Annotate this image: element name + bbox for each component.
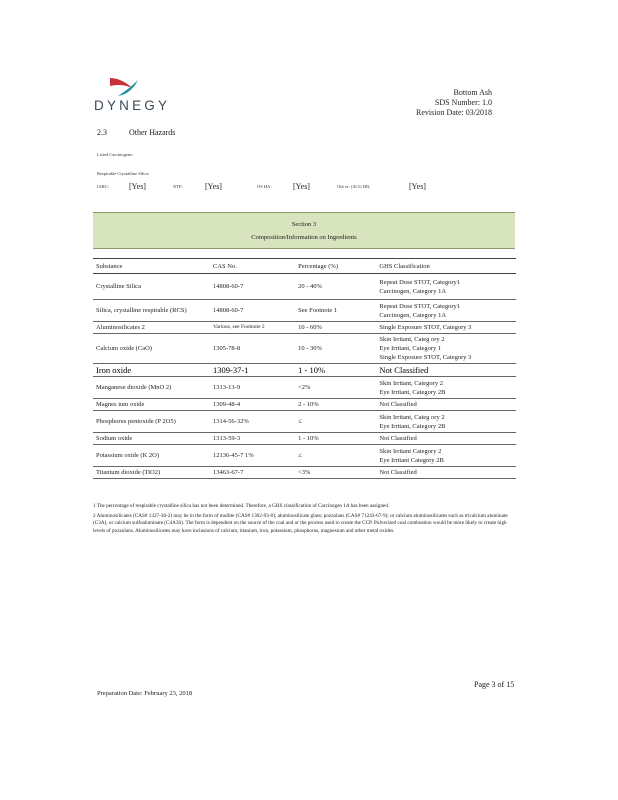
dynegy-logo-icon bbox=[108, 76, 140, 98]
ghs-line: Skin Irritant, Category 2 bbox=[379, 379, 443, 387]
cas-cell: 12136-45-7 1% bbox=[210, 445, 295, 467]
ghs-line: Not Classified bbox=[379, 435, 417, 442]
ghs-line: Carcinogen, Category 1A bbox=[379, 311, 447, 319]
table-row bbox=[93, 322, 516, 334]
column-header: CAS No. bbox=[210, 259, 295, 274]
percentage-cell: 1 - 10% bbox=[295, 364, 376, 377]
ghs-line: Skin Irritant, Categ ory 2 bbox=[379, 413, 445, 421]
agency-value: [Yes] bbox=[129, 182, 146, 191]
logo-wordmark: DYNEGY bbox=[94, 98, 171, 113]
ghs-line: Carcinogen, Category 1A bbox=[379, 287, 447, 295]
ghs-line: Eye Irritant, Category 1 bbox=[379, 345, 442, 352]
respirable-silica-label: Respirable Crystalline Silica bbox=[97, 171, 149, 176]
sds-number: SDS Number: 1.0 bbox=[434, 98, 492, 107]
cas-cell: 1313-13-9 bbox=[210, 377, 295, 399]
carcinogen-agencies-row bbox=[97, 184, 517, 196]
section-3-banner bbox=[93, 212, 515, 249]
section-2-3-heading bbox=[97, 128, 175, 137]
table-row bbox=[93, 399, 516, 411]
percentage-cell: ≤ bbox=[295, 411, 376, 433]
percentage-cell: <3% bbox=[295, 467, 376, 479]
table-row bbox=[93, 377, 516, 399]
agency-value: [Yes] bbox=[293, 182, 310, 191]
table-row bbox=[93, 411, 516, 433]
ghs-cell bbox=[376, 364, 516, 377]
section-title: Other Hazards bbox=[129, 128, 176, 137]
table-header-row bbox=[93, 259, 516, 274]
ghs-cell bbox=[376, 377, 516, 399]
ghs-line: Skin Irritant Category 2 bbox=[379, 447, 442, 455]
agency-value: [Yes] bbox=[205, 182, 222, 191]
column-header: Substance bbox=[93, 259, 210, 274]
table-row bbox=[93, 300, 516, 322]
cas-cell: 14808-60-7 bbox=[210, 300, 295, 322]
agency-label: NTP: bbox=[173, 184, 183, 189]
ghs-line: Repeat Dose STOT, Category1 bbox=[379, 302, 461, 310]
substance-cell: Crystalline Silica bbox=[93, 274, 210, 300]
composition-table bbox=[93, 258, 516, 479]
substance-cell: Potassium oxide (K 2O) bbox=[93, 445, 210, 467]
ghs-line: Single Exposure STOT, Category 3 bbox=[379, 354, 472, 361]
table-row bbox=[93, 274, 516, 300]
section-number: 2.3 bbox=[97, 128, 107, 137]
agency-label: IARC: bbox=[97, 184, 110, 189]
revision-date: Revision Date: 03/2018 bbox=[416, 108, 492, 117]
percentage-cell: See Footnote 1 bbox=[295, 300, 376, 322]
listed-carcinogens-label: Listed Carcinogens: bbox=[97, 152, 134, 157]
substance-cell: Aluminosilicates 2 bbox=[93, 322, 210, 334]
ghs-line: Not Classified bbox=[379, 401, 417, 408]
ghs-cell bbox=[376, 411, 516, 433]
ghs-cell bbox=[376, 300, 516, 322]
ghs-line: Single Exposure STOT, Category 3 bbox=[379, 324, 472, 331]
preparation-date: Preparation Date: February 23, 2018 bbox=[97, 690, 193, 697]
percentage-cell: 10 - 60% bbox=[295, 322, 376, 334]
product-name: Bottom Ash bbox=[453, 88, 492, 97]
table-row bbox=[93, 334, 516, 364]
cas-cell: 14808-60-7 bbox=[210, 274, 295, 300]
substance-cell: Titanium dioxide (TiO2) bbox=[93, 467, 210, 479]
substance-cell: Magnes ium oxide bbox=[93, 399, 210, 411]
cas-cell: Various, see Footnote 2 bbox=[210, 322, 295, 334]
percentage-cell: <2% bbox=[295, 377, 376, 399]
percentage-cell: 10 - 30% bbox=[295, 334, 376, 364]
ghs-cell bbox=[376, 274, 516, 300]
ghs-cell bbox=[376, 334, 516, 364]
section-3-heading: Section 3 bbox=[291, 221, 317, 228]
table-row bbox=[93, 364, 516, 377]
substance-cell: Silica, crystalline respirable (RCS) bbox=[93, 300, 210, 322]
ghs-cell bbox=[376, 322, 516, 334]
ghs-line: Skin Irritant, Categ ory 2 bbox=[379, 336, 445, 343]
ghs-line: Eye Irritant, Category 2B bbox=[379, 388, 446, 396]
percentage-cell: 20 - 40% bbox=[295, 274, 376, 300]
agency-label: OS HA: bbox=[257, 184, 272, 189]
table-row bbox=[93, 433, 516, 445]
substance-cell: Iron oxide bbox=[93, 364, 210, 377]
substance-cell: Manganese dioxide (MnO 2) bbox=[93, 377, 210, 399]
percentage-cell: 2 - 10% bbox=[295, 399, 376, 411]
substance-cell: Phosphorus pentoxide (P 2O5) bbox=[93, 411, 210, 433]
percentage-cell: 1 - 10% bbox=[295, 433, 376, 445]
ghs-cell bbox=[376, 467, 516, 479]
ghs-line: Not Classified bbox=[379, 469, 417, 476]
substance-cell: Calcium oxide (CaO) bbox=[93, 334, 210, 364]
agency-label: Oth er: (ACG IH): bbox=[337, 184, 371, 189]
ghs-line: Eye Irritant, Category 2B bbox=[379, 422, 446, 430]
table-row bbox=[93, 445, 516, 467]
agency-value: [Yes] bbox=[409, 182, 426, 191]
cas-cell: 13463-67-7 bbox=[210, 467, 295, 479]
cas-cell: 1305-78-8 bbox=[210, 334, 295, 364]
ghs-line: Not Classified bbox=[379, 364, 429, 375]
cas-cell: 1309-48-4 bbox=[210, 399, 295, 411]
footnotes bbox=[93, 503, 516, 537]
percentage-cell: ≤ bbox=[295, 445, 376, 467]
ghs-cell bbox=[376, 399, 516, 411]
cas-cell: 1313-59-3 bbox=[210, 433, 295, 445]
table-row bbox=[93, 467, 516, 479]
section-3-subheading: Composition/Information on Ingredients bbox=[251, 234, 357, 241]
ghs-cell bbox=[376, 445, 516, 467]
footnote-2: 2 Aluminosilicates (CAS# 1327-36-2) may be in the form of mullite (CAS# 1302-93-8); aluminosilicate glass; pozzolans (CAS# 71243-67-9); or calcium aluminosilicates such as tricalcium aluminate (C3A), or calcium sulfoaluminate (C4A3S). The form is dependent on the source of the coal and or the process used to create the CCP. Pulverized coal combustion would be more likely to create high levels of pozzolans. Aluminosilicates may have inclusions of calcium, titanium, iron, potassium, phosphorus, magnesium and other metal oxides. bbox=[93, 512, 508, 534]
ghs-line: Repeat Dose STOT, Category1 bbox=[379, 278, 461, 286]
footnote-1: 1 The percentage of respirable crystalline silica has not been determined. Therefore, a GHS classification of Carcinogen 1A has been assigned. bbox=[93, 503, 390, 509]
cas-cell: 1309-37-1 bbox=[210, 364, 295, 377]
ghs-cell bbox=[376, 433, 516, 445]
substance-cell: Sodium oxide bbox=[93, 433, 210, 445]
page-number: Page 3 of 15 bbox=[474, 680, 515, 689]
ghs-line: Eye Irritant Category 2B bbox=[379, 456, 444, 464]
cas-cell: 1314-56-32% bbox=[210, 411, 295, 433]
column-header: Percentage (%) bbox=[295, 259, 376, 274]
column-header: GHS Classification bbox=[376, 259, 516, 274]
